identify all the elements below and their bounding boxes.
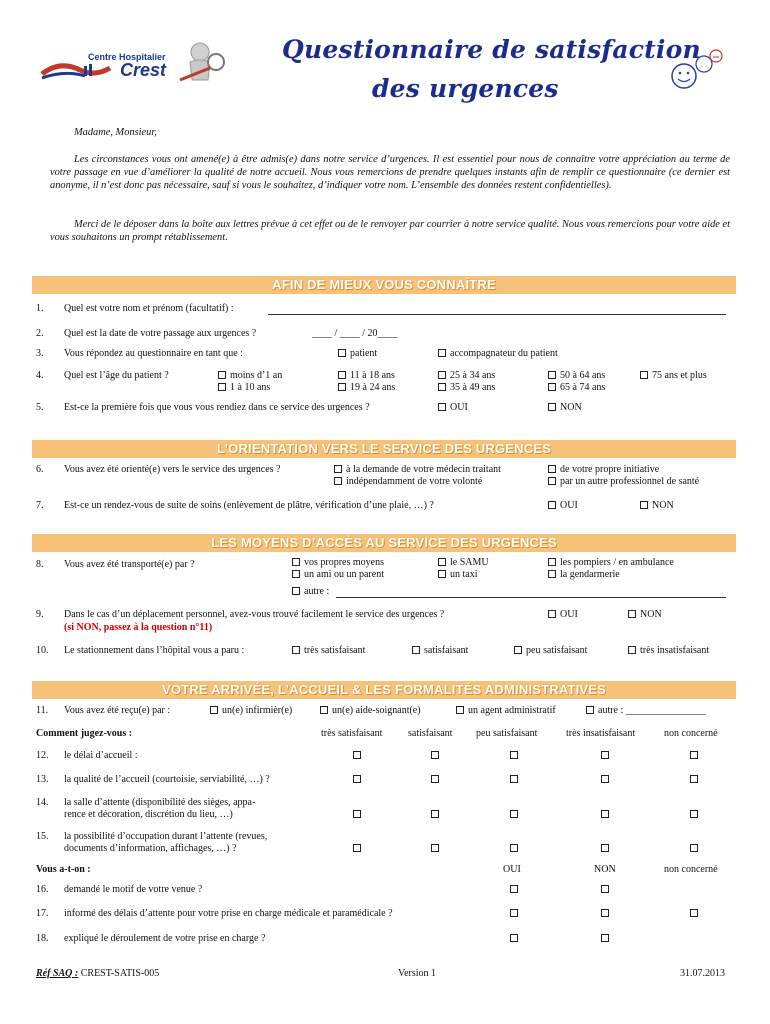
age-option-1[interactable]: moins d’1 an — [218, 370, 282, 381]
q10-text: Le stationnement dans l’hôpital vous a paru : — [64, 645, 245, 656]
q14-checkbox-1[interactable] — [353, 810, 361, 818]
vous-col-oui: OUI — [503, 864, 521, 875]
q16-number: 16. — [36, 884, 49, 895]
q12-checkbox-1[interactable] — [353, 751, 361, 759]
q6-text: Vous avez été orienté(e) vers le service des urgences ? — [64, 464, 281, 475]
q6-number: 6. — [36, 464, 44, 475]
q3-option-patient[interactable]: patient — [338, 348, 377, 359]
judge-col-4: très insatisfaisant — [566, 728, 636, 739]
q7-text: Est-ce un rendez-vous de suite de soins (enlèvement de plâtre, vérification d’une plaie, …) ? — [64, 500, 434, 511]
q14-checkbox-4[interactable] — [601, 810, 609, 818]
q5-yes[interactable]: OUI — [438, 402, 468, 413]
q13-checkbox-2[interactable] — [431, 775, 439, 783]
logo-line2: Crest — [120, 60, 167, 80]
q15-checkbox-4[interactable] — [601, 844, 609, 852]
q4-text: Quel est l’âge du patient ? — [64, 370, 169, 381]
q14-checkbox-3[interactable] — [510, 810, 518, 818]
q16-checkbox-oui[interactable] — [510, 885, 518, 893]
q17-checkbox-oui[interactable] — [510, 909, 518, 917]
hospital-logo — [40, 50, 170, 84]
date-field[interactable]: ____ / ____ / 20____ — [312, 328, 398, 339]
q11-number: 11. — [36, 705, 49, 716]
q8-option-3[interactable]: le SAMU — [438, 557, 489, 568]
q12-checkbox-5[interactable] — [690, 751, 698, 759]
q15-checkbox-2[interactable] — [431, 844, 439, 852]
q1-text: Quel est votre nom et prénom (facultatif) : — [64, 303, 234, 314]
age-option-7[interactable]: 50 à 64 ans — [548, 370, 605, 381]
q6-option-1[interactable]: à la demande de votre médecin traitant — [334, 464, 501, 475]
age-option-9[interactable]: 75 ans et plus — [640, 370, 707, 381]
q17-checkbox-non[interactable] — [601, 909, 609, 917]
q8-option-other[interactable]: autre : — [292, 586, 329, 597]
q5-text: Est-ce la première fois que vous vous rendiez dans ce service des urgences ? — [64, 402, 370, 413]
age-option-6[interactable]: 35 à 49 ans — [438, 382, 495, 393]
q15-line2: documents d’information, affichages, …) ? — [64, 843, 237, 854]
q15-checkbox-1[interactable] — [353, 844, 361, 852]
section-header-2: L’ORIENTATION VERS LE SERVICE DES URGENCES — [32, 440, 736, 458]
q3-number: 3. — [36, 348, 44, 359]
smiley-icon — [666, 48, 726, 92]
logo-line1: Centre Hospitalier — [88, 52, 166, 62]
q13-checkbox-3[interactable] — [510, 775, 518, 783]
q6-option-3[interactable]: de votre propre initiative — [548, 464, 659, 475]
age-option-5[interactable]: 25 à 34 ans — [438, 370, 495, 381]
footer-version: Version 1 — [398, 968, 437, 979]
q16-checkbox-non[interactable] — [601, 885, 609, 893]
q14-number: 14. — [36, 797, 49, 808]
q13-checkbox-5[interactable] — [690, 775, 698, 783]
title-line2: des urgences — [372, 74, 559, 103]
q8-option-1[interactable]: vos propres moyens — [292, 557, 384, 568]
q1-number: 1. — [36, 303, 44, 314]
q15-number: 15. — [36, 831, 49, 842]
q16-text: demandé le motif de votre venue ? — [64, 884, 203, 895]
judge-col-1: très satisfaisant — [321, 728, 383, 739]
age-option-4[interactable]: 19 à 24 ans — [338, 382, 395, 393]
q10-option-3[interactable]: peu satisfaisant — [514, 645, 587, 656]
title-line1: Questionnaire de satisfaction — [282, 35, 701, 64]
q11-option-1[interactable]: un(e) infirmièr(e) — [210, 705, 292, 716]
judge-col-3: peu satisfaisant — [476, 728, 538, 739]
q10-option-2[interactable]: satisfaisant — [412, 645, 468, 656]
intro-paragraph-2: Merci de le déposer dans la boîte aux lettres prévue à cet effet ou de le renvoyer par courrier à notre service qualité. Nous vous remercions pour votre aide et vous souhaitons un prompt rétablissement. — [50, 219, 730, 244]
q11-option-2[interactable]: un(e) aide-soignant(e) — [320, 705, 421, 716]
judge-label: Comment jugez-vous : — [36, 728, 133, 739]
q15-checkbox-3[interactable] — [510, 844, 518, 852]
q8-text: Vous avez été transporté(e) par ? — [64, 559, 195, 570]
q11-option-3[interactable]: un agent administratif — [456, 705, 556, 716]
q2-text: Quel est la date de votre passage aux urgences ? — [64, 328, 257, 339]
footer-date: 31.07.2013 — [680, 968, 725, 979]
q15-line1: la possibilité d’occupation durant l’attente (revues, — [64, 831, 268, 842]
q8-option-5[interactable]: les pompiers / en ambulance — [548, 557, 674, 568]
q15-checkbox-5[interactable] — [690, 844, 698, 852]
q5-no[interactable]: NON — [548, 402, 582, 413]
vous-label: Vous a-t-on : — [36, 864, 91, 875]
q10-number: 10. — [36, 645, 49, 656]
q13-number: 13. — [36, 774, 49, 785]
magnifier-mascot-icon — [176, 40, 232, 84]
q12-checkbox-4[interactable] — [601, 751, 609, 759]
vous-col-nc: non concerné — [664, 864, 718, 875]
greeting: Madame, Monsieur, — [74, 127, 157, 138]
q12-checkbox-2[interactable] — [431, 751, 439, 759]
q7-no[interactable]: NON — [640, 500, 674, 511]
intro-paragraph-1: Les circonstances vous ont amené(e) à être admis(e) dans notre service d’urgences. Il est essentiel pour nous de connaître votre appréciation au terme de votre passage en vue d’améliorer la qualité de notre accueil. Nous vous remercions de prendre quelques instants afin de remplir ce questionnaire (ce dernier est anonyme, il n’est donc pas nécessaire, sauf si vous le souhaitez, d’indiquer votre nom. L’ensemble des données restent confidentielles). — [50, 154, 730, 192]
section-header-4: VOTRE ARRIVÉE, L’ACCUEIL & LES FORMALITÉS ADMINISTRATIVES — [32, 681, 736, 699]
q17-number: 17. — [36, 908, 49, 919]
q7-number: 7. — [36, 500, 44, 511]
q9-no[interactable]: NON — [628, 609, 662, 620]
transport-other-field[interactable] — [336, 597, 726, 598]
q9-text: Dans le cas d’un déplacement personnel, avez-vous trouvé facilement le service des urgences ? — [64, 609, 445, 620]
q9-yes[interactable]: OUI — [548, 609, 578, 620]
q14-checkbox-2[interactable] — [431, 810, 439, 818]
q5-number: 5. — [36, 402, 44, 413]
age-option-2[interactable]: 1 à 10 ans — [218, 382, 270, 393]
judge-col-2: satisfaisant — [408, 728, 453, 739]
q17-text: informé des délais d’attente pour votre prise en charge médicale et paramédicale ? — [64, 908, 393, 919]
q14-checkbox-5[interactable] — [690, 810, 698, 818]
q14-line2: rence et décoration, discrétion du lieu, …) — [64, 809, 233, 820]
footer-reference: Réf SAQ : CREST-SATIS-005 — [36, 968, 160, 979]
vous-col-non: NON — [594, 864, 616, 875]
q8-number: 8. — [36, 559, 44, 570]
q18-number: 18. — [36, 933, 49, 944]
judge-col-5: non concerné — [664, 728, 718, 739]
q7-yes[interactable]: OUI — [548, 500, 578, 511]
q10-option-4[interactable]: très insatisfaisant — [628, 645, 709, 656]
q3-text: Vous répondez au questionnaire en tant que : — [64, 348, 243, 359]
q13-text: la qualité de l’accueil (courtoisie, serviabilité, …) ? — [64, 774, 270, 785]
q8-option-6[interactable]: la gendarmerie — [548, 569, 620, 580]
q6-option-2[interactable]: indépendamment de votre volonté — [334, 476, 482, 487]
q18-checkbox-non[interactable] — [601, 934, 609, 942]
q8-option-2[interactable]: un ami ou un parent — [292, 569, 384, 580]
q6-option-4[interactable]: par un autre professionnel de santé — [548, 476, 699, 487]
q10-option-1[interactable]: très satisfaisant — [292, 645, 365, 656]
q8-option-4[interactable]: un taxi — [438, 569, 478, 580]
q18-text: expliqué le déroulement de votre prise en charge ? — [64, 933, 266, 944]
q11-option-4[interactable]: autre : ________________ — [586, 705, 706, 716]
q9-skip-note: (si NON, passez à la question n°11) — [64, 622, 213, 633]
q12-number: 12. — [36, 750, 49, 761]
q14-line1: la salle d’attente (disponibilité des sièges, appa- — [64, 797, 256, 808]
q13-checkbox-1[interactable] — [353, 775, 361, 783]
section-header-3: LES MOYENS D’ACCÈS AU SERVICE DES URGENCES — [32, 534, 736, 552]
age-option-3[interactable]: 11 à 18 ans — [338, 370, 395, 381]
age-option-8[interactable]: 65 à 74 ans — [548, 382, 605, 393]
q18-checkbox-oui[interactable] — [510, 934, 518, 942]
section-header-1: AFIN DE MIEUX VOUS CONNAÎTRE — [32, 276, 736, 294]
q17-checkbox-nc[interactable] — [690, 909, 698, 917]
q4-number: 4. — [36, 370, 44, 381]
q12-text: le délai d’accueil : — [64, 750, 138, 761]
q11-text: Vous avez été reçu(e) par : — [64, 705, 171, 716]
q3-option-accompagnateur[interactable]: accompagnateur du patient — [438, 348, 558, 359]
q2-number: 2. — [36, 328, 44, 339]
name-field[interactable] — [268, 314, 726, 315]
q12-checkbox-3[interactable] — [510, 751, 518, 759]
q13-checkbox-4[interactable] — [601, 775, 609, 783]
q9-number: 9. — [36, 609, 44, 620]
